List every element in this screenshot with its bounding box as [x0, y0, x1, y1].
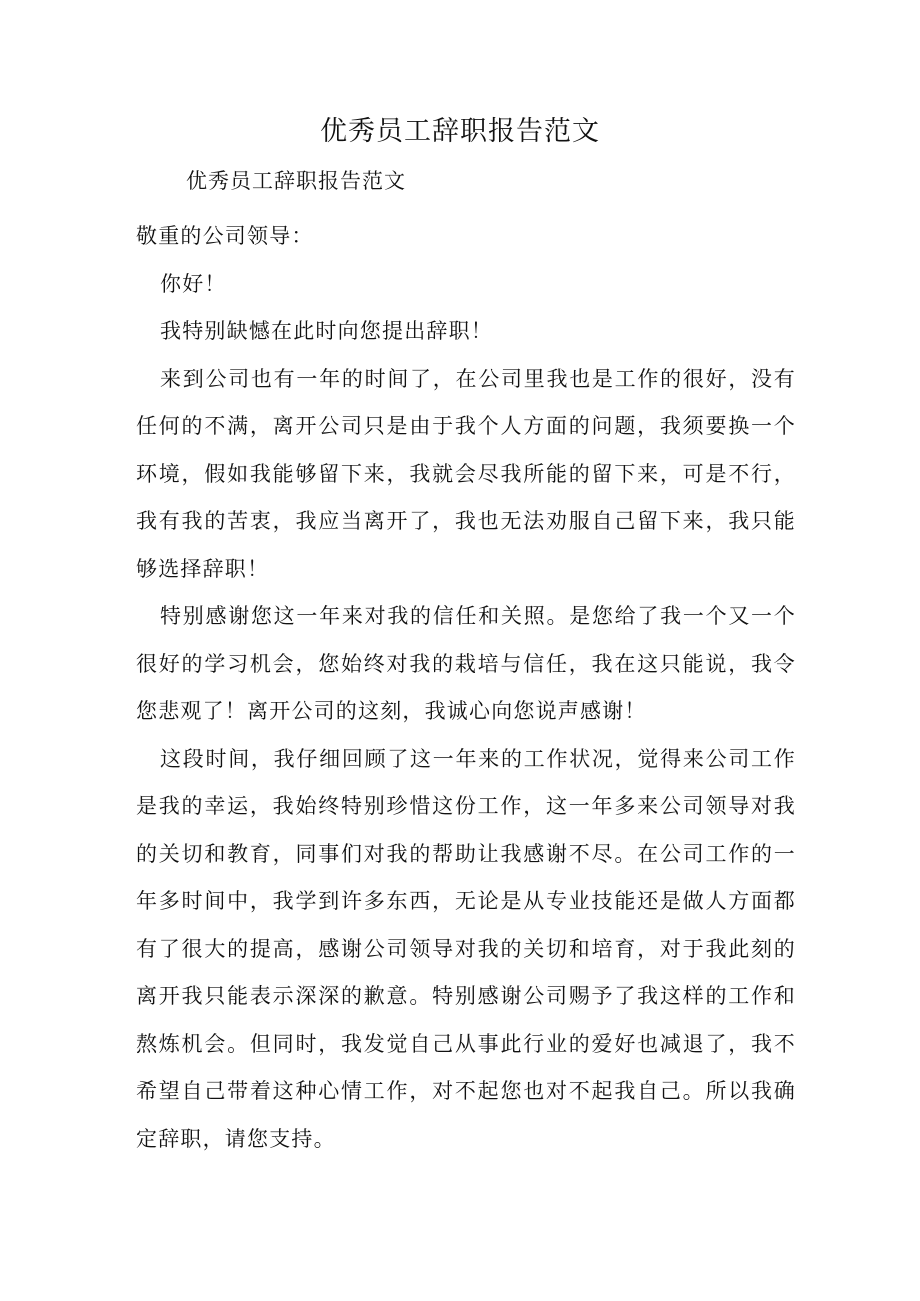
document-title: 优秀员工辞职报告范文 [320, 116, 600, 147]
salutation: 敬重的公司领导： [136, 224, 314, 248]
document-subtitle: 优秀员工辞职报告范文 [186, 169, 406, 193]
document-body [136, 213, 796, 1163]
paragraph-thanks: 特别感谢您这一年来对我的信任和关照。是您给了我一个又一个很好的学习机会，您始终对我的栽培与信任，我在这只能说，我令您悲观了！离开公司的这刻，我诚心向您说声感谢！ [136, 604, 796, 723]
paragraph-regret: 我特别缺憾在此时向您提出辞职！ [160, 319, 493, 343]
paragraph-reason: 来到公司也有一年的时间了，在公司里我也是工作的很好，没有任何的不满，离开公司只是由于我个人方面的问题，我须要换一个环境，假如我能够留下来，我就会尽我所能的留下来，可是不行，我有我的苦衷，我应当离开了，我也无法劝服自己留下来，我只能够选择辞职！ [136, 366, 796, 581]
paragraph-greeting: 你好！ [160, 271, 227, 296]
paragraph-reflection: 这段时间，我仔细回顾了这一年来的工作状况，觉得来公司工作是我的幸运，我始终特别珍惜这份工作，这一年多来公司领导对我的关切和教育，同事们对我的帮助让我感谢不尽。在公司工作的一年多时间中，我学到许多东西，无论是从专业技能还是做人方面都有了很大的提高，感谢公司领导对我的关切和培育，对于我此刻的离开我只能表示深深的歉意。特别感谢公司赐予了我这样的工作和熬炼机会。但同时，我发觉自己从事此行业的爱好也减退了，我不希望自己带着这种心情工作，对不起您也对不起我自己。所以我确定辞职，请您支持。 [136, 746, 796, 1151]
